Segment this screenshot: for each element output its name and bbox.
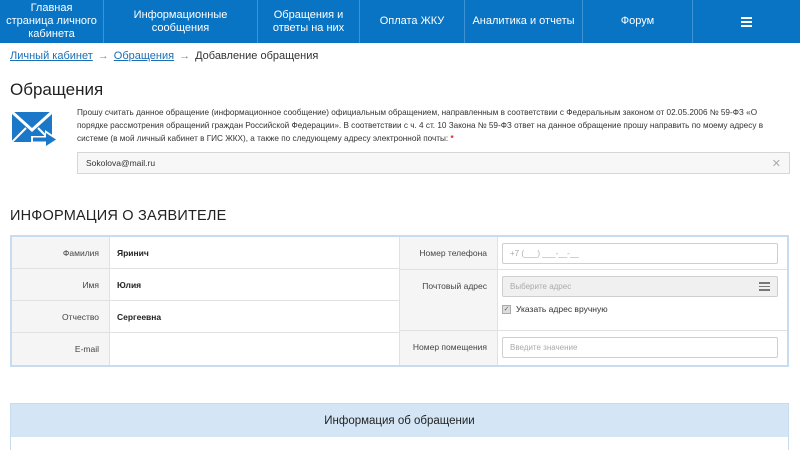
address-placeholder: Выберите адрес xyxy=(510,282,572,291)
envelope-arrow-icon xyxy=(12,110,60,154)
nav-menu-button[interactable] xyxy=(693,0,800,43)
email-value: Sokolova@mail.ru xyxy=(86,158,156,168)
hamburger-icon xyxy=(741,17,752,27)
room-row xyxy=(400,331,787,365)
breadcrumb-cabinet-link[interactable]: Личный кабинет xyxy=(10,50,93,62)
page-title: Обращения xyxy=(10,80,104,99)
address-select[interactable] xyxy=(502,276,778,297)
email-label: E-mail xyxy=(12,333,110,365)
consent-text xyxy=(77,106,789,145)
firstname-value: Юлия xyxy=(117,280,142,290)
room-input[interactable] xyxy=(502,337,778,358)
manual-address-checkbox[interactable]: ✓ xyxy=(503,306,510,313)
patronymic-row xyxy=(12,301,399,333)
address-row xyxy=(400,270,787,331)
nav-home[interactable]: Главная страница личного кабинета xyxy=(0,0,104,43)
nav-payment[interactable]: Оплата ЖКУ xyxy=(360,0,465,43)
breadcrumb xyxy=(10,50,318,62)
nav-forum[interactable]: Форум xyxy=(583,0,693,43)
patronymic-label: Отчество xyxy=(12,301,110,332)
room-placeholder: Введите значение xyxy=(510,343,578,352)
firstname-label: Имя xyxy=(12,269,110,300)
breadcrumb-separator: → xyxy=(179,50,191,62)
consent-paragraph: Прошу считать данное обращение (информационное сообщение) официальным обращением, направленным в соответствии с Федеральным законом от 02.05.2006 № 59-ФЗ «О порядке рассмотрения обращений граждан Российской Федерации». В соответствии с ч. 4 ст. 10 Закона № 59-ФЗ ответ на данное обращение прошу направить по моему адресу в системе (в мой личный кабинет в ГИС ЖКХ), а также по следующему адресу электронной почты: xyxy=(77,108,764,143)
phone-row xyxy=(400,237,787,270)
patronymic-value: Сергеевна xyxy=(117,312,162,322)
list-icon[interactable] xyxy=(759,282,770,291)
breadcrumb-appeals-link[interactable]: Обращения xyxy=(113,50,175,62)
email-field[interactable] xyxy=(77,152,790,174)
applicant-section-title: ИНФОРМАЦИЯ О ЗАЯВИТЕЛЕ xyxy=(10,208,227,224)
phone-placeholder: +7 (___) ___-__-__ xyxy=(510,249,579,258)
nav-appeals[interactable]: Обращения и ответы на них xyxy=(258,0,360,43)
room-label: Номер помещения xyxy=(400,331,498,365)
firstname-row xyxy=(12,269,399,301)
breadcrumb-separator: → xyxy=(97,50,109,62)
nav-info-messages[interactable]: Информационные сообщения xyxy=(104,0,258,43)
lastname-row xyxy=(12,237,399,269)
top-navigation xyxy=(0,0,800,43)
appeal-info-header: Информация об обращении xyxy=(11,404,788,437)
required-mark: * xyxy=(450,134,454,143)
applicant-info-table xyxy=(10,235,789,367)
appeal-info-panel xyxy=(10,403,789,450)
phone-label: Номер телефона xyxy=(400,237,498,269)
phone-input[interactable] xyxy=(502,243,778,264)
email-row xyxy=(12,333,399,365)
close-icon[interactable]: ✕ xyxy=(771,157,781,170)
lastname-value: Яринич xyxy=(117,248,149,258)
email-value xyxy=(110,333,399,365)
address-label: Почтовый адрес xyxy=(400,270,498,330)
lastname-label: Фамилия xyxy=(12,237,110,268)
nav-analytics[interactable]: Аналитика и отчеты xyxy=(465,0,583,43)
manual-address-label: Указать адрес вручную xyxy=(516,304,608,314)
breadcrumb-current: Добавление обращения xyxy=(195,50,319,62)
